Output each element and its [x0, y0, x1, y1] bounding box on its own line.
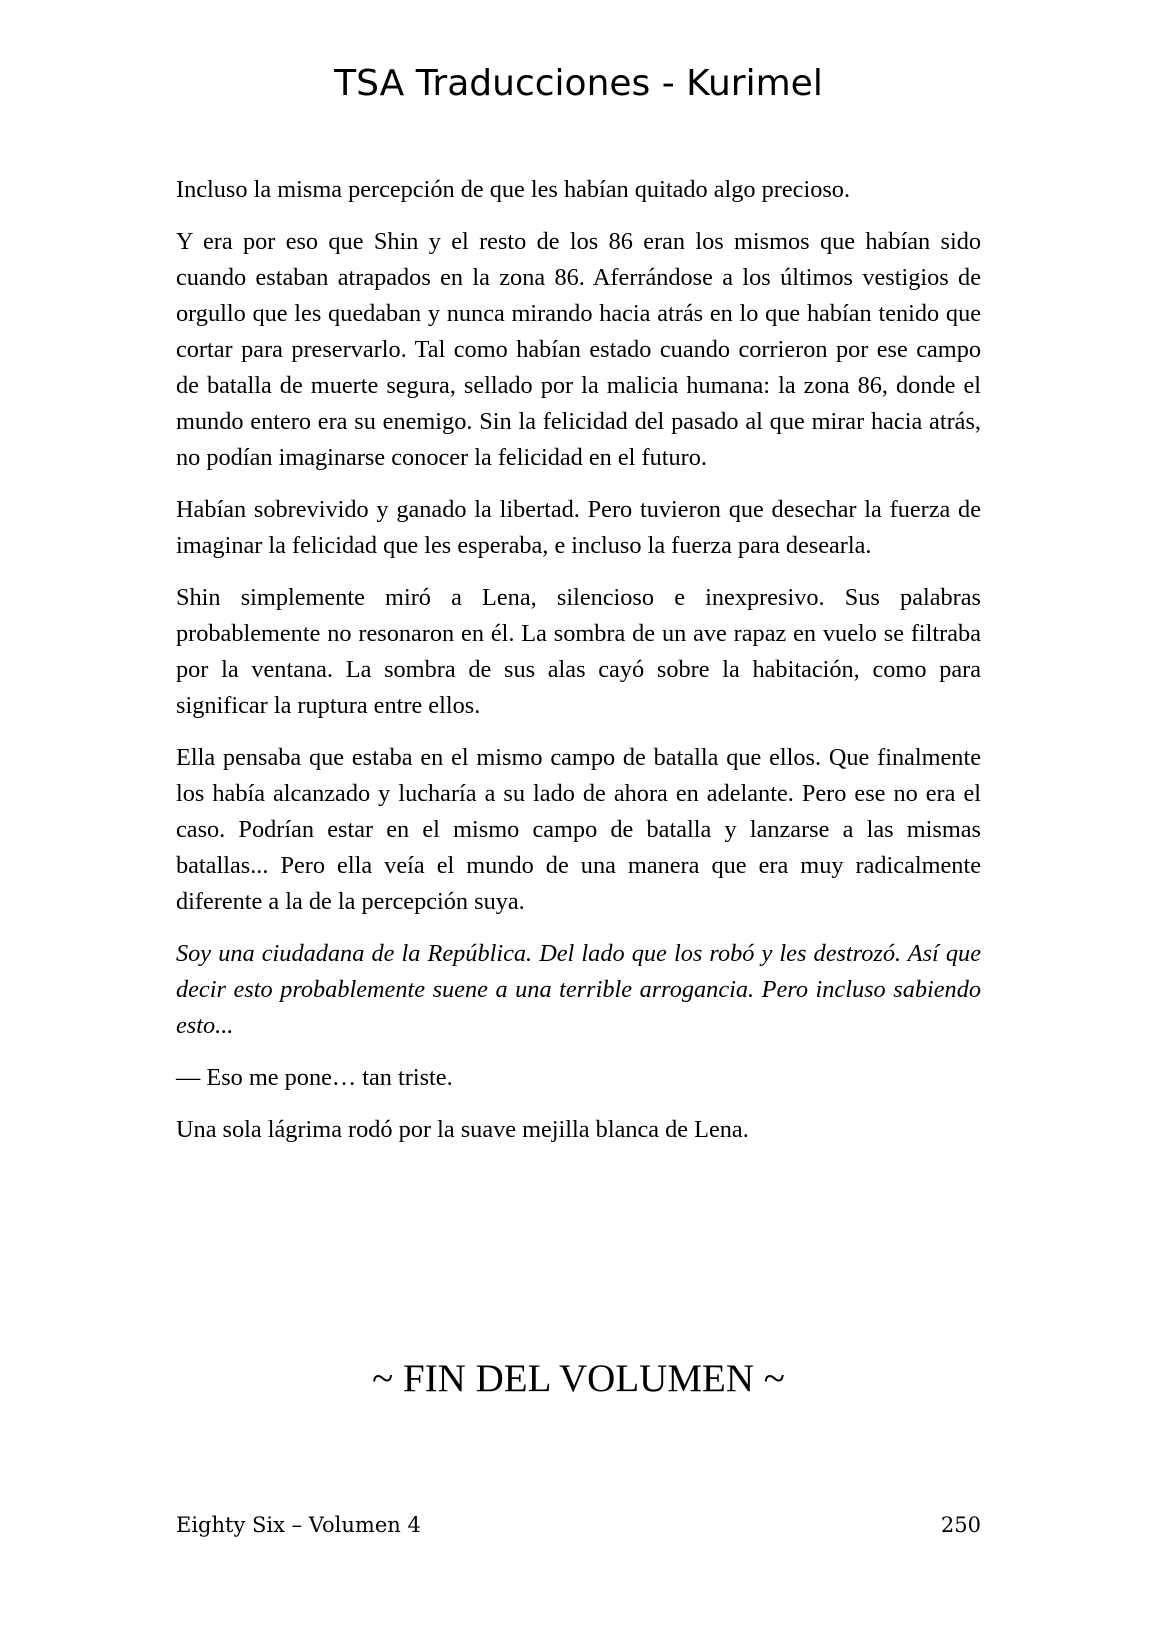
dialogue-line: — Eso me pone… tan triste.	[176, 1064, 453, 1091]
page-footer	[176, 1510, 981, 1540]
paragraph: Una sola lágrima rodó por la suave mejilla blanca de Lena.	[176, 1116, 749, 1143]
paragraph: Ella pensaba que estaba en el mismo campo de batalla que ellos. Que finalmente los había alcanzado y lucharía a su lado de ahora en adelante. Pero ese no era el caso. Podrían estar en el mismo campo de batalla y lanzarse a las mismas batallas... Pero ella veía el mundo de una manera que era muy radicalmente diferente a la de la percepción suya.	[176, 744, 981, 915]
page-header: TSA Traducciones - Kurimel	[334, 63, 823, 104]
paragraph: Shin simplemente miró a Lena, silencioso e inexpresivo. Sus palabras probablemente no resonaron en él. La sombra de un ave rapaz en vuelo se filtraba por la ventana. La sombra de sus alas cayó sobre la habitación, como para significar la ruptura entre ellos.	[176, 584, 981, 719]
paragraph: Habían sobrevivido y ganado la libertad. Pero tuvieron que desechar la fuerza de imaginar la felicidad que les esperaba, e incluso la fuerza para desearla.	[176, 496, 981, 559]
paragraph: Y era por eso que Shin y el resto de los 86 eran los mismos que habían sido cuando estaban atrapados en la zona 86. Aferrándose a los últimos vestigios de orgullo que les quedaban y nunca mirando hacia atrás en lo que habían tenido que cortar para preservarlo. Tal como habían estado cuando corrieron por ese campo de batalla de muerte segura, sellado por la malicia humana: la zona 86, donde el mundo entero era su enemigo. Sin la felicidad del pasado al que mirar hacia atrás, no podían imaginarse conocer la felicidad en el futuro.	[176, 228, 981, 471]
end-of-volume-title: ~ FIN DEL VOLUMEN ~	[372, 1357, 785, 1400]
italic-paragraph: Soy una ciudadana de la República. Del lado que los robó y les destrozó. Así que decir esto probablemente suene a una terrible arrogancia. Pero incluso sabiendo esto...	[176, 940, 981, 1039]
paragraph: Incluso la misma percepción de que les habían quitado algo precioso.	[176, 176, 851, 203]
footer-book-title: Eighty Six – Volumen 4	[176, 1513, 421, 1537]
page-number: 250	[940, 1513, 981, 1537]
body-text	[176, 172, 981, 1164]
